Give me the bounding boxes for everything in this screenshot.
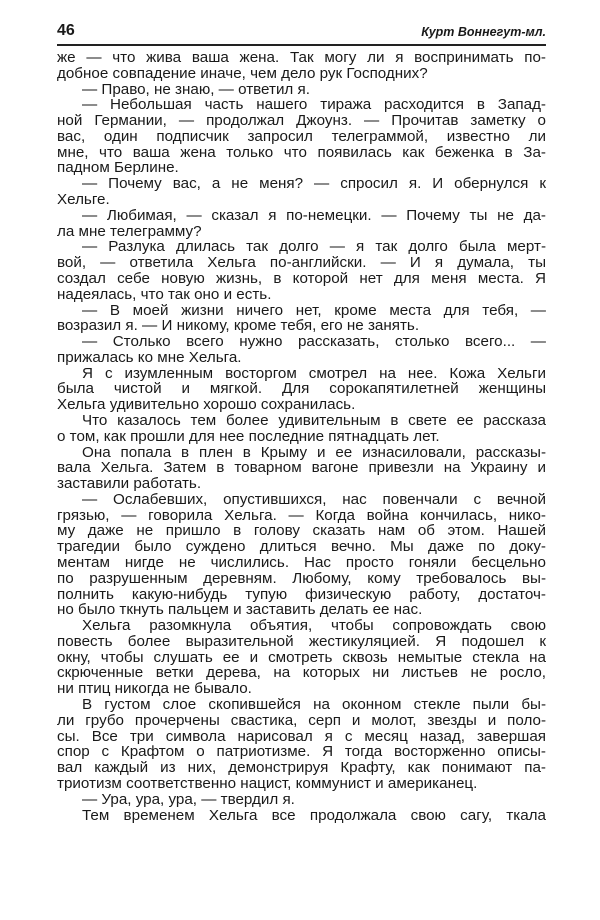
text-line: ла мне телеграмму? — [57, 222, 202, 240]
text-line: повесть более выразительной жестикуляцией. Я подошел к — [57, 632, 546, 650]
text-line: спор с Крафтом о патриотизме. Я тогда восторженно описы- — [57, 743, 546, 761]
text-line: ментам нигде не числились. Нас просто гоняли бесцельно — [57, 554, 546, 571]
text-line: по разрушенным деревням. Любому, кому требовалось вы- — [57, 569, 546, 587]
text-line: Хельга разомкнула объятия, чтобы сопровождать свою — [82, 617, 546, 635]
page-header — [57, 20, 546, 46]
text-line: ли грубо прочерчены свастика, серп и молот, звезды и поло- — [57, 711, 546, 729]
text-line: — Разлука длилась так долго — я так долго была мерт- — [82, 238, 546, 256]
text-line: падном Берлине. — [57, 159, 179, 177]
text-line: создал себе новую жизнь, в которой нет для меня места. Я — [57, 269, 546, 287]
text-line: му даже не пришло в голову сказать нам об этом. Нашей — [57, 522, 546, 540]
text-line: прижалась ко мне Хельга. — [57, 348, 242, 366]
text-line: триотизм соответственно нацист, коммунист и американец. — [57, 774, 478, 792]
body-text — [57, 50, 546, 823]
text-line: была чистой и мягкой. Для сорокапятилетней женщины — [57, 380, 546, 398]
text-line: вал каждый из них, демонстрируя Крафту, как понимают па- — [57, 759, 546, 777]
text-line: — Ура, ура, ура, — твердил я. — [82, 790, 295, 808]
text-line: сы. Все три символа нарисовал я с месяц назад, завершая — [57, 727, 546, 745]
text-line: надеялась, что так оно и есть. — [57, 285, 272, 303]
text-line: Она попала в плен в Крыму и ее изнасиловали, рассказы- — [82, 443, 546, 461]
text-line: Тем временем Хельга все продолжала свою сагу, ткала — [82, 806, 546, 824]
text-line: добное совпадение иначе, чем дело рук Господних? — [57, 64, 428, 82]
text-line: — В моей жизни ничего нет, кроме места для тебя, — — [82, 301, 546, 319]
text-line: — Небольшая часть нашего тиража расходится в Запад- — [82, 96, 546, 114]
text-line: окну, чтобы слушать ее и смотреть сквозь немытые стекла на — [57, 648, 546, 666]
text-line: но было ткнуть пальцем и заставить делать ее нас. — [57, 601, 423, 619]
text-line: Я с изумленным восторгом смотрел на нее. Кожа Хельги — [82, 364, 546, 382]
text-line: о том, как прошли для нее последние пятнадцать лет. — [57, 427, 440, 445]
text-line: грязью, — говорила Хельга. — Когда война кончилась, нико- — [57, 506, 546, 524]
text-line: — Почему вас, а не меня? — спросил я. И обернулся к — [82, 175, 546, 193]
running-title: Курт Воннегут-мл. — [421, 25, 546, 39]
text-line: вас, один подписчик запросил телеграммой, известно ли — [57, 127, 546, 145]
text-line: вала Хельга. Затем в товарном вагоне привезли на Украину и — [57, 459, 546, 477]
text-line: Что казалось тем более удивительным в свете ее рассказа — [82, 411, 546, 429]
text-line: полнить какую-нибудь тупую физическую работу, достаточ- — [57, 585, 546, 603]
text-line: же — что жива ваша жена. Так могу ли я воспринимать по- — [57, 49, 546, 66]
text-line: — Любимая, — сказал я по-немецки. — Почему ты не да- — [82, 206, 546, 224]
text-line: мне, что ваша жена только что появилась как беженка в За- — [57, 143, 546, 161]
text-line: возразил я. — И никому, кроме тебя, его не занять. — [57, 317, 420, 335]
text-line: В густом слое скопившейся на оконном стекле пыли бы- — [82, 696, 546, 714]
text-line: скрюченные ветки дерева, на которых ни листьев не росло, — [57, 664, 546, 682]
text-line: — Ослабевших, опустившихся, нас повенчали с вечной — [82, 490, 546, 508]
text-line: Хельге. — [57, 191, 110, 209]
text-line: Хельга удивительно хорошо сохранилась. — [57, 396, 356, 414]
page-number: 46 — [57, 22, 75, 39]
text-line: ни птиц никогда не бывало. — [57, 680, 252, 698]
text-line: — Право, не знаю, — ответил я. — [82, 80, 310, 98]
text-line: заставили работать. — [57, 475, 202, 493]
text-line: ной Германии, — продолжал Джоунз. — Прочитав заметку о — [57, 112, 546, 130]
text-line: — Столько всего нужно рассказать, столько всего... — — [82, 333, 546, 351]
text-line: вой, — ответила Хельга по-английски. — И я думала, ты — [57, 254, 546, 272]
text-line: трагедии было суждено длиться вечно. Мы даже по доку- — [57, 538, 546, 556]
